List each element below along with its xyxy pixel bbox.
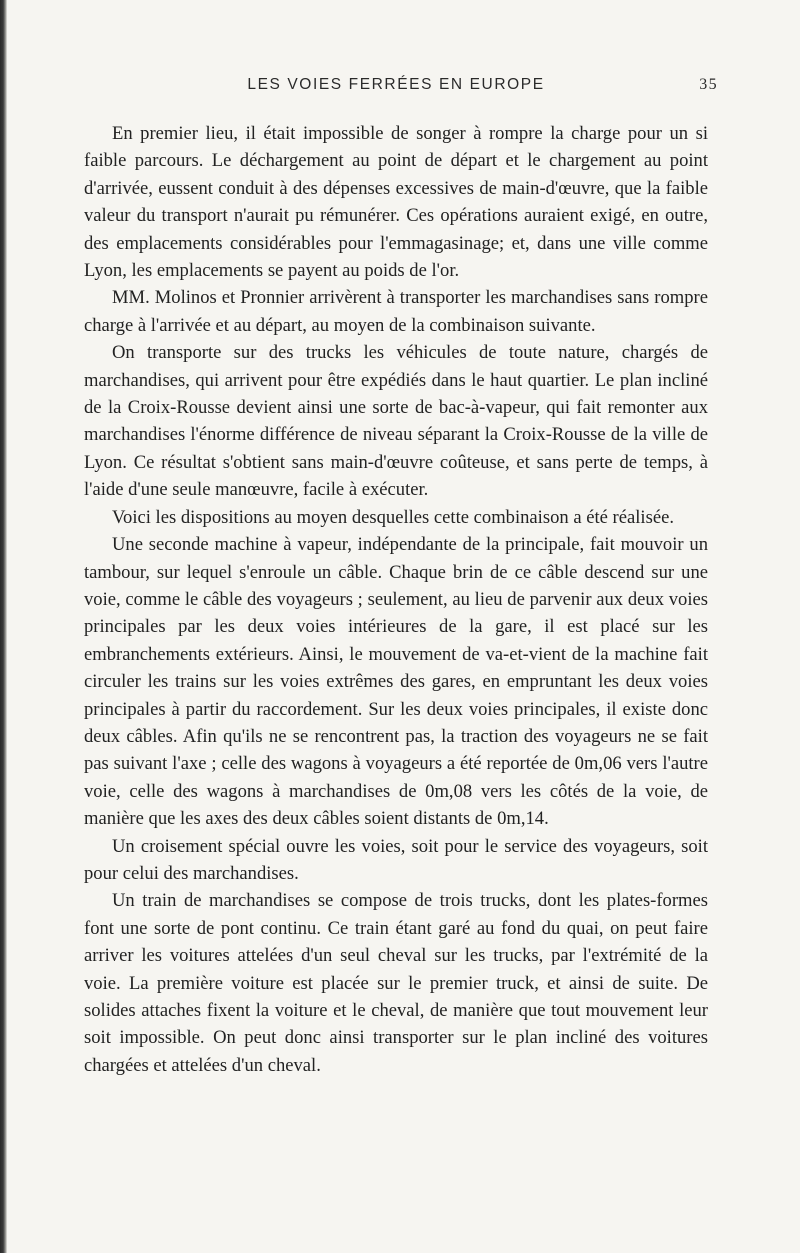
page-header <box>84 68 718 98</box>
page-edge-shadow <box>0 0 7 1253</box>
book-page <box>84 68 718 1079</box>
paragraph-1: En premier lieu, il était impossible de songer à rompre la charge pour un si faible parcours. Le déchargement au point de départ et le chargement au point d'arrivée, eussent conduit à des dépenses excessives de main-d'œuvre, que la faible valeur du transport n'aurait pu rémunérer. Ces opérations auraient exigé, en outre, des emplacements considérables pour l'emmagasinage; et, dans une ville comme Lyon, les emplacements se payent au poids de l'or. <box>84 123 708 282</box>
running-title: LES VOIES FERRÉES EN EUROPE <box>247 76 545 93</box>
page-number: 35 <box>699 76 718 93</box>
paragraph-5: Une seconde machine à vapeur, indépendante de la principale, fait mouvoir un tambour, sur lequel s'enroule un câble. Chaque brin de ce câble descend sur une voie, comme le câble des voyageurs ; seulement, au lieu de parvenir aux deux voies principales par les deux voies intérieures de la gare, il est placé sur les embranchements extérieurs. Ainsi, le mouvement de va-et-vient de la machine fait circuler les trains sur les voies extrêmes des gares, en empruntant les deux voies principales à partir du raccordement. Sur les deux voies principales, il existe donc deux câbles. Afin qu'ils ne se rencontrent pas, la traction des voyageurs ne se fait pas suivant l'axe ; celle des wagons à voyageurs a été reportée de 0m,06 vers l'autre voie, celle des wagons à marchandises de 0m,08 vers les côtés de la voie, de manière que les axes des deux câbles soient distants de 0m,14. <box>84 534 708 830</box>
paragraph-2: MM. Molinos et Pronnier arrivèrent à transporter les marchandises sans rompre charge à l'arrivée et au départ, au moyen de la combinaison suivante. <box>84 287 708 336</box>
paragraph-3: On transporte sur des trucks les véhicules de toute nature, chargés de marchandises, qui arrivent pour être expédiés dans le haut quartier. Le plan incliné de la Croix-Rousse devient ainsi une sorte de bac-à-vapeur, qui fait remonter aux marchandises l'énorme différence de niveau séparant la Croix-Rousse de la ville de Lyon. Ce résultat s'obtient sans main-d'œuvre coûteuse, et sans perte de temps, à l'aide d'une seule manœuvre, facile à exécuter. <box>84 342 708 501</box>
paragraph-7: Un train de marchandises se compose de trois trucks, dont les plates-formes font une sorte de pont continu. Ce train étant garé au fond du quai, on peut faire arriver les voitures attelées d'un seul cheval sur les trucks, par l'extrémité de la voie. La première voiture est placée sur le premier truck, et ainsi de suite. De solides attaches fixent la voiture et le cheval, de manière que tout mouvement leur soit impossible. On peut donc ainsi transporter sur le plan incliné des voitures chargées et attelées d'un cheval. <box>84 890 708 1076</box>
paragraph-4: Voici les dispositions au moyen desquelles cette combinaison a été réalisée. <box>112 506 674 528</box>
paragraph-6: Un croisement spécial ouvre les voies, soit pour le service des voyageurs, soit pour celui des marchandises. <box>84 835 708 884</box>
body-text <box>84 120 708 1079</box>
